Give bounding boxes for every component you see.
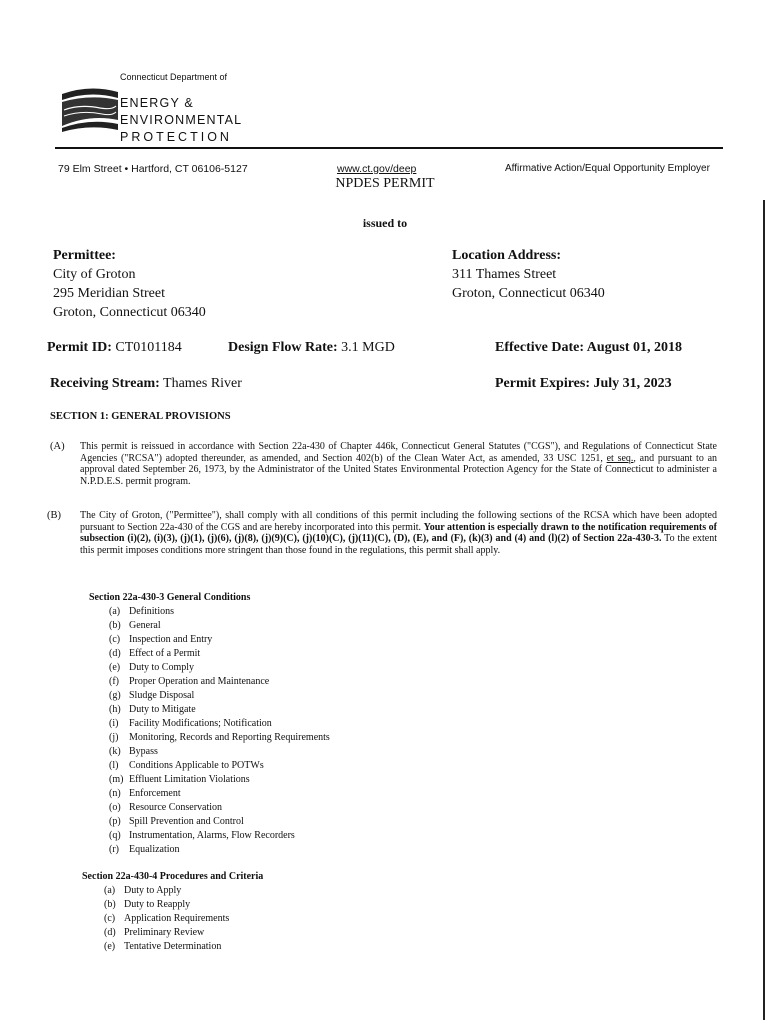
expires-label: Permit Expires: [495, 376, 590, 391]
list-item-label: (f) [109, 676, 119, 687]
list-item-label: (o) [109, 802, 121, 813]
expires-row [495, 376, 672, 392]
list-item-label: (n) [109, 788, 121, 799]
permit-id-value: CT0101184 [115, 340, 182, 355]
list-item-label: (c) [109, 634, 121, 645]
list-item-text: General [129, 620, 161, 631]
list-item [104, 898, 229, 912]
paragraph-b-notice: Your attention is especially drawn to the notification requirements of subsection (i)(2), (i)(3), (j)(1), (j)(6), (j)(8), (j)(9)(C), (j)(10)(C), (j)(11)(C), (D), (E), and (F), (k)(3) and (4) and (l)(2) of Section 22a-430-3. [80, 521, 717, 544]
list-item-label: (m) [109, 774, 124, 785]
paragraph-b-label: (B) [47, 510, 61, 521]
list-item-label: (a) [104, 885, 116, 896]
list-item-text: Resource Conservation [129, 802, 223, 813]
paragraph-b [80, 510, 717, 556]
list-item-text: Sludge Disposal [129, 690, 195, 701]
list-item [109, 759, 330, 773]
receiving-row [50, 376, 242, 392]
location-address [452, 265, 605, 303]
list-item-label: (e) [109, 662, 121, 673]
list-item [109, 703, 330, 717]
paragraph-b-text: The City of Groton, ("Permittee"), shall comply with all conditions of this permit including the following sections of the RCSA which have been adopted pursuant to Section 22a-430 of the CGS and are hereby incorporated into this permit. [80, 510, 717, 533]
list-item-text: Definitions [129, 606, 174, 617]
list-item-text: Facility Modifications; Notification [129, 718, 272, 729]
list-item-label: (k) [109, 746, 121, 757]
list-item-label: (r) [109, 844, 119, 855]
logo-line-energy: ENERGY & [120, 96, 194, 110]
procedures-heading: Section 22a-430-4 Procedures and Criteria [82, 871, 264, 882]
list-item-text: Application Requirements [124, 913, 230, 924]
logo-line-protection: PROTECTION [120, 130, 232, 144]
design-flow-value: 3.1 MGD [341, 340, 395, 355]
list-item [104, 884, 229, 898]
general-conditions-heading: Section 22a-430-3 General Conditions [89, 592, 251, 603]
list-item-label: (l) [109, 760, 119, 771]
list-item-text: Preliminary Review [124, 927, 205, 938]
department-prefix: Connecticut Department of [120, 72, 228, 82]
paragraph-a-text-2: , and pursuant to an approval dated September 26, 1973, by the Administrator of the United States Environmental Protection Agency for the State of Connecticut to administer a N.P.D.E.S. permit program. [80, 452, 718, 487]
list-item [109, 619, 330, 633]
website-link[interactable]: www.ct.gov/deep [337, 163, 417, 175]
paragraph-a [80, 441, 717, 487]
page-edge-rule [763, 200, 765, 1020]
list-item-text: Enforcement [129, 788, 181, 799]
design-flow-row [228, 340, 395, 356]
list-item [104, 926, 229, 940]
employer-statement: Affirmative Action/Equal Opportunity Employer [505, 163, 710, 174]
location-line: 311 Thames Street [452, 267, 557, 282]
expires-date: July 31, 2023 [593, 376, 672, 391]
receiving-label: Receiving Stream: [50, 376, 160, 391]
list-item-text: Equalization [129, 844, 180, 855]
list-item-text: Inspection and Entry [129, 634, 213, 645]
effective-row [495, 340, 682, 356]
list-item-text: Effect of a Permit [129, 648, 201, 659]
list-item [109, 647, 330, 661]
permit-id-label: Permit ID: [47, 340, 112, 355]
list-item-text: Tentative Determination [124, 941, 222, 952]
list-item-label: (j) [109, 732, 119, 743]
logo-line-environmental: ENVIRONMENTAL [120, 113, 243, 127]
list-item [109, 801, 330, 815]
effective-label: Effective Date: [495, 340, 585, 355]
permittee-line: 295 Meridian Street [53, 286, 165, 301]
deep-logo-icon [60, 86, 120, 132]
list-item [109, 843, 330, 857]
list-item-label: (p) [109, 816, 121, 827]
location-line: Groton, Connecticut 06340 [452, 286, 605, 301]
list-item-text: Effluent Limitation Violations [129, 774, 250, 785]
list-item [109, 633, 330, 647]
list-item [109, 773, 330, 787]
permit-title: NPDES PERMIT [335, 176, 435, 191]
list-item-label: (b) [109, 620, 121, 631]
list-item [109, 731, 330, 745]
list-item [109, 717, 330, 731]
list-item [109, 605, 330, 619]
header-rule [55, 147, 723, 149]
agency-address: 79 Elm Street • Hartford, CT 06106-5127 [58, 163, 248, 175]
paragraph-b-text-2: To the extent this permit imposes conditions more stringent than those found in the regulations, this permit shall apply. [80, 533, 718, 556]
list-item-text: Conditions Applicable to POTWs [129, 760, 264, 771]
receiving-stream: Thames River [163, 376, 242, 391]
permittee-label: Permittee: [53, 248, 116, 263]
list-item [104, 940, 229, 954]
permittee-line: Groton, Connecticut 06340 [53, 305, 206, 320]
list-item-text: Duty to Reapply [124, 899, 191, 910]
list-item-label: (c) [104, 913, 116, 924]
list-item [109, 829, 330, 843]
list-item [104, 912, 229, 926]
list-item-text: Spill Prevention and Control [129, 816, 244, 827]
paragraph-a-etseq: et seq. [606, 452, 634, 464]
list-item [109, 815, 330, 829]
list-item [109, 787, 330, 801]
list-item-text: Monitoring, Records and Reporting Requirements [129, 732, 330, 743]
list-item-label: (a) [109, 606, 121, 617]
list-item-text: Instrumentation, Alarms, Flow Recorders [129, 830, 295, 841]
list-item-text: Duty to Mitigate [129, 704, 196, 715]
permit-id-row [47, 340, 182, 356]
design-flow-label: Design Flow Rate: [228, 340, 338, 355]
list-item [109, 675, 330, 689]
list-item-label: (h) [109, 704, 121, 715]
list-item-text: Duty to Comply [129, 662, 195, 673]
paragraph-a-label: (A) [50, 441, 65, 452]
location-label: Location Address: [452, 248, 562, 263]
list-item-label: (d) [109, 648, 121, 659]
list-item-label: (e) [104, 941, 116, 952]
list-item-label: (d) [104, 927, 116, 938]
section1-heading: SECTION 1: GENERAL PROVISIONS [50, 411, 231, 422]
paragraph-a-text: This permit is reissued in accordance with Section 22a-430 of Chapter 446k, Connecticut General Statutes ("CGS"), and Regulations of Connecticut State Agencies ("RCSA") adopted thereunder, as amended, and Section 402(b) of the Clean Water Act, as amended, 33 USC 1251, [80, 441, 717, 464]
list-item [109, 661, 330, 675]
effective-date: August 01, 2018 [586, 340, 683, 355]
list-item-text: Proper Operation and Maintenance [129, 676, 270, 687]
permittee-line: City of Groton [53, 267, 136, 282]
procedures-list [104, 884, 229, 954]
general-conditions-list [109, 605, 330, 857]
list-item-label: (g) [109, 690, 121, 701]
issued-to: issued to [362, 216, 408, 230]
permittee-address [53, 265, 206, 322]
list-item [109, 689, 330, 703]
list-item-label: (q) [109, 830, 121, 841]
list-item-label: (b) [104, 899, 116, 910]
list-item-label: (i) [109, 718, 119, 729]
list-item-text: Duty to Apply [124, 885, 182, 896]
list-item-text: Bypass [129, 746, 158, 757]
list-item [109, 745, 330, 759]
